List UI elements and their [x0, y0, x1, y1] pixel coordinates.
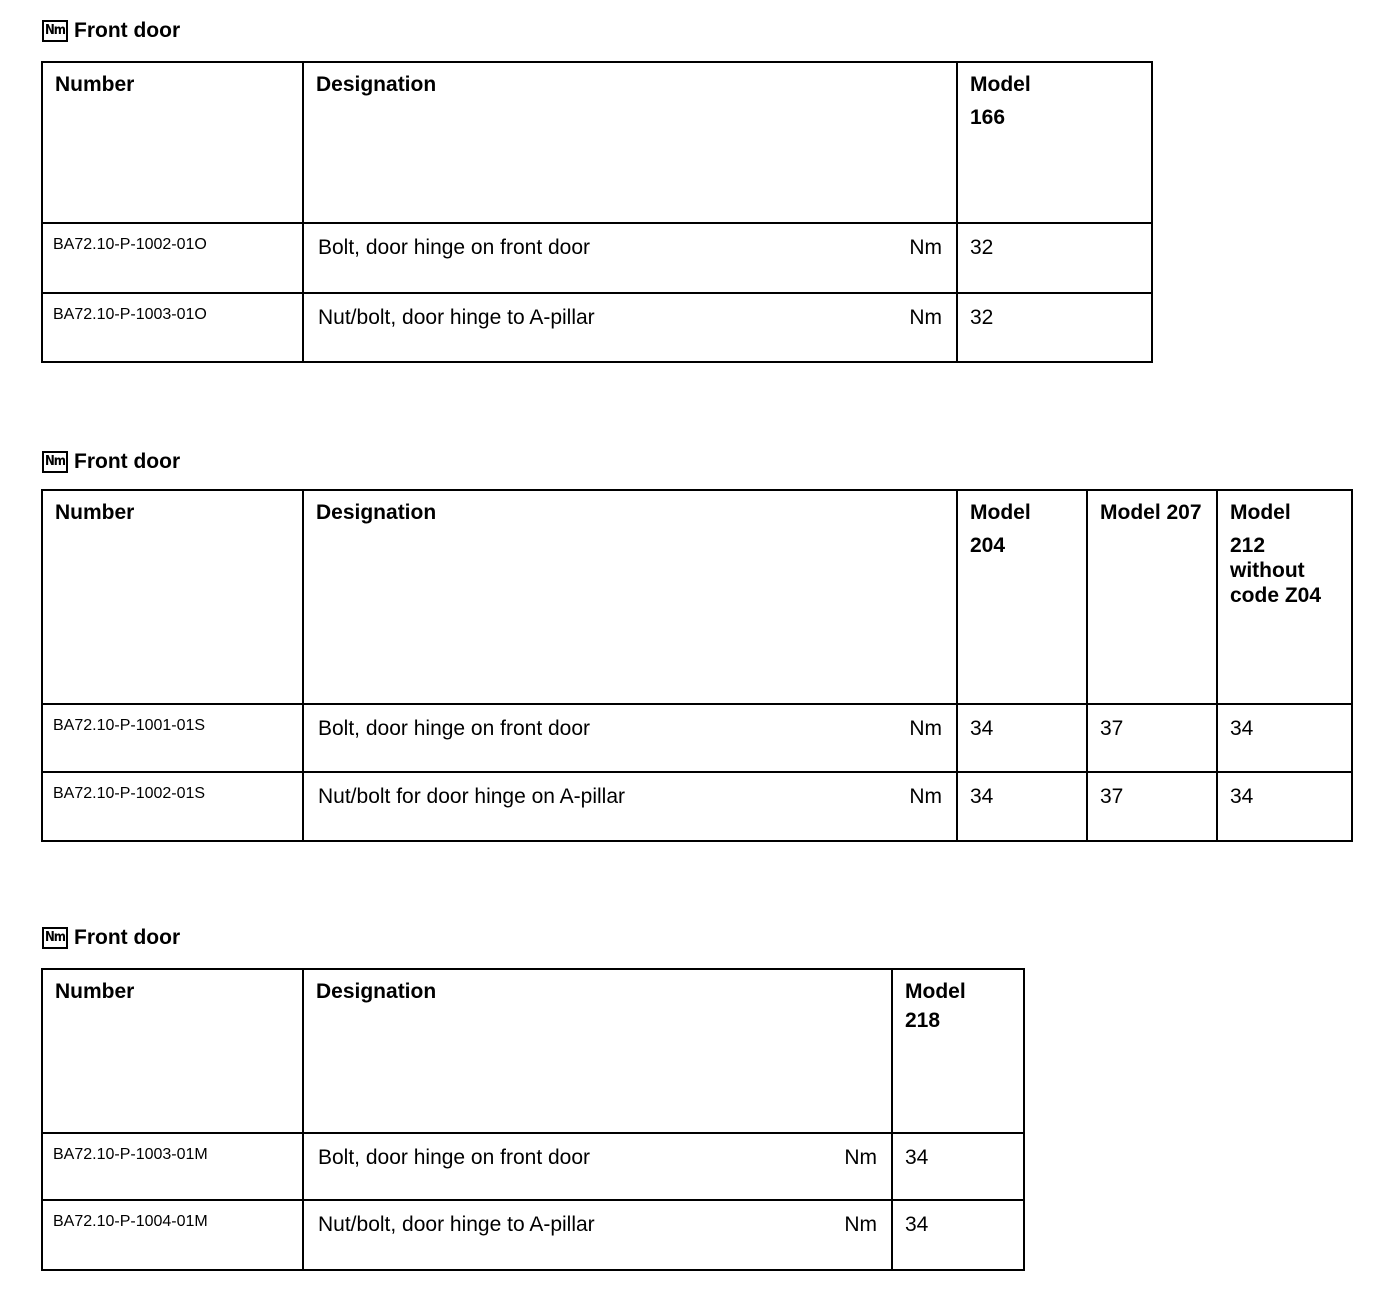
part-number: BA72.10-P-1003-01O [42, 293, 303, 362]
table-row [42, 293, 1152, 362]
part-number: BA72.10-P-1002-01O [42, 223, 303, 293]
torque-value: 34 [957, 704, 1087, 772]
unit-label: Nm [909, 717, 942, 740]
table-header-row [42, 490, 1352, 704]
designation-cell [303, 293, 957, 362]
unit-label: Nm [909, 306, 942, 329]
model-number: 212 without code Z04 [1230, 534, 1322, 607]
header-designation: Designation [303, 62, 957, 223]
designation-text: Nut/bolt, door hinge to A-pillar [318, 1213, 595, 1236]
designation-text: Bolt, door hinge on front door [318, 1146, 591, 1169]
torque-value: 34 [1217, 704, 1352, 772]
table-header-row [42, 62, 1152, 223]
section-heading [42, 16, 180, 46]
designation-cell [303, 1200, 892, 1270]
header-number: Number [42, 490, 303, 704]
torque-value: 34 [892, 1200, 1024, 1270]
table-row [42, 1200, 1024, 1270]
part-number: BA72.10-P-1004-01M [42, 1200, 303, 1270]
section-heading [42, 447, 180, 477]
table-row [42, 772, 1352, 841]
model-label: Model [970, 73, 1031, 96]
model-number: 204 [970, 534, 1006, 557]
model-label: Model [905, 980, 966, 1003]
designation-cell [303, 223, 957, 293]
table-row [42, 223, 1152, 293]
unit-label: Nm [844, 1146, 877, 1169]
header-model [1217, 490, 1352, 704]
section-title: Front door [74, 450, 181, 473]
torque-nm-icon: Nm [42, 20, 68, 42]
header-designation: Designation [303, 490, 957, 704]
torque-table [41, 61, 1153, 363]
part-number: BA72.10-P-1002-01S [42, 772, 303, 841]
torque-value: 37 [1087, 772, 1217, 841]
table-row [42, 704, 1352, 772]
model-number: 166 [970, 106, 1006, 129]
model-label: Model [970, 501, 1031, 524]
designation-text: Nut/bolt for door hinge on A-pillar [318, 785, 626, 808]
section-title: Front door [74, 926, 181, 949]
designation-cell [303, 1133, 892, 1200]
unit-label: Nm [909, 236, 942, 259]
part-number: BA72.10-P-1003-01M [42, 1133, 303, 1200]
model-label: Model [1230, 501, 1291, 524]
torque-value: 32 [957, 293, 1152, 362]
torque-value: 34 [1217, 772, 1352, 841]
torque-table [41, 968, 1025, 1271]
designation-cell [303, 704, 957, 772]
designation-cell [303, 772, 957, 841]
torque-table [41, 489, 1353, 842]
model-label: Model 207 [1100, 501, 1202, 524]
torque-value: 34 [957, 772, 1087, 841]
section-heading [42, 923, 180, 953]
designation-text: Bolt, door hinge on front door [318, 236, 591, 259]
model-number: 218 [905, 1009, 941, 1032]
header-model [892, 969, 1024, 1133]
header-number: Number [42, 969, 303, 1133]
section-title: Front door [74, 19, 181, 42]
torque-value: 34 [892, 1133, 1024, 1200]
table-row [42, 1133, 1024, 1200]
header-designation: Designation [303, 969, 892, 1133]
header-model [1087, 490, 1217, 704]
header-model [957, 490, 1087, 704]
torque-value: 32 [957, 223, 1152, 293]
torque-nm-icon: Nm [42, 927, 68, 949]
header-number: Number [42, 62, 303, 223]
unit-label: Nm [909, 785, 942, 808]
header-model [957, 62, 1152, 223]
part-number: BA72.10-P-1001-01S [42, 704, 303, 772]
torque-nm-icon: Nm [42, 451, 68, 473]
designation-text: Bolt, door hinge on front door [318, 717, 591, 740]
unit-label: Nm [844, 1213, 877, 1236]
torque-value: 37 [1087, 704, 1217, 772]
designation-text: Nut/bolt, door hinge to A-pillar [318, 306, 595, 329]
table-header-row [42, 969, 1024, 1133]
